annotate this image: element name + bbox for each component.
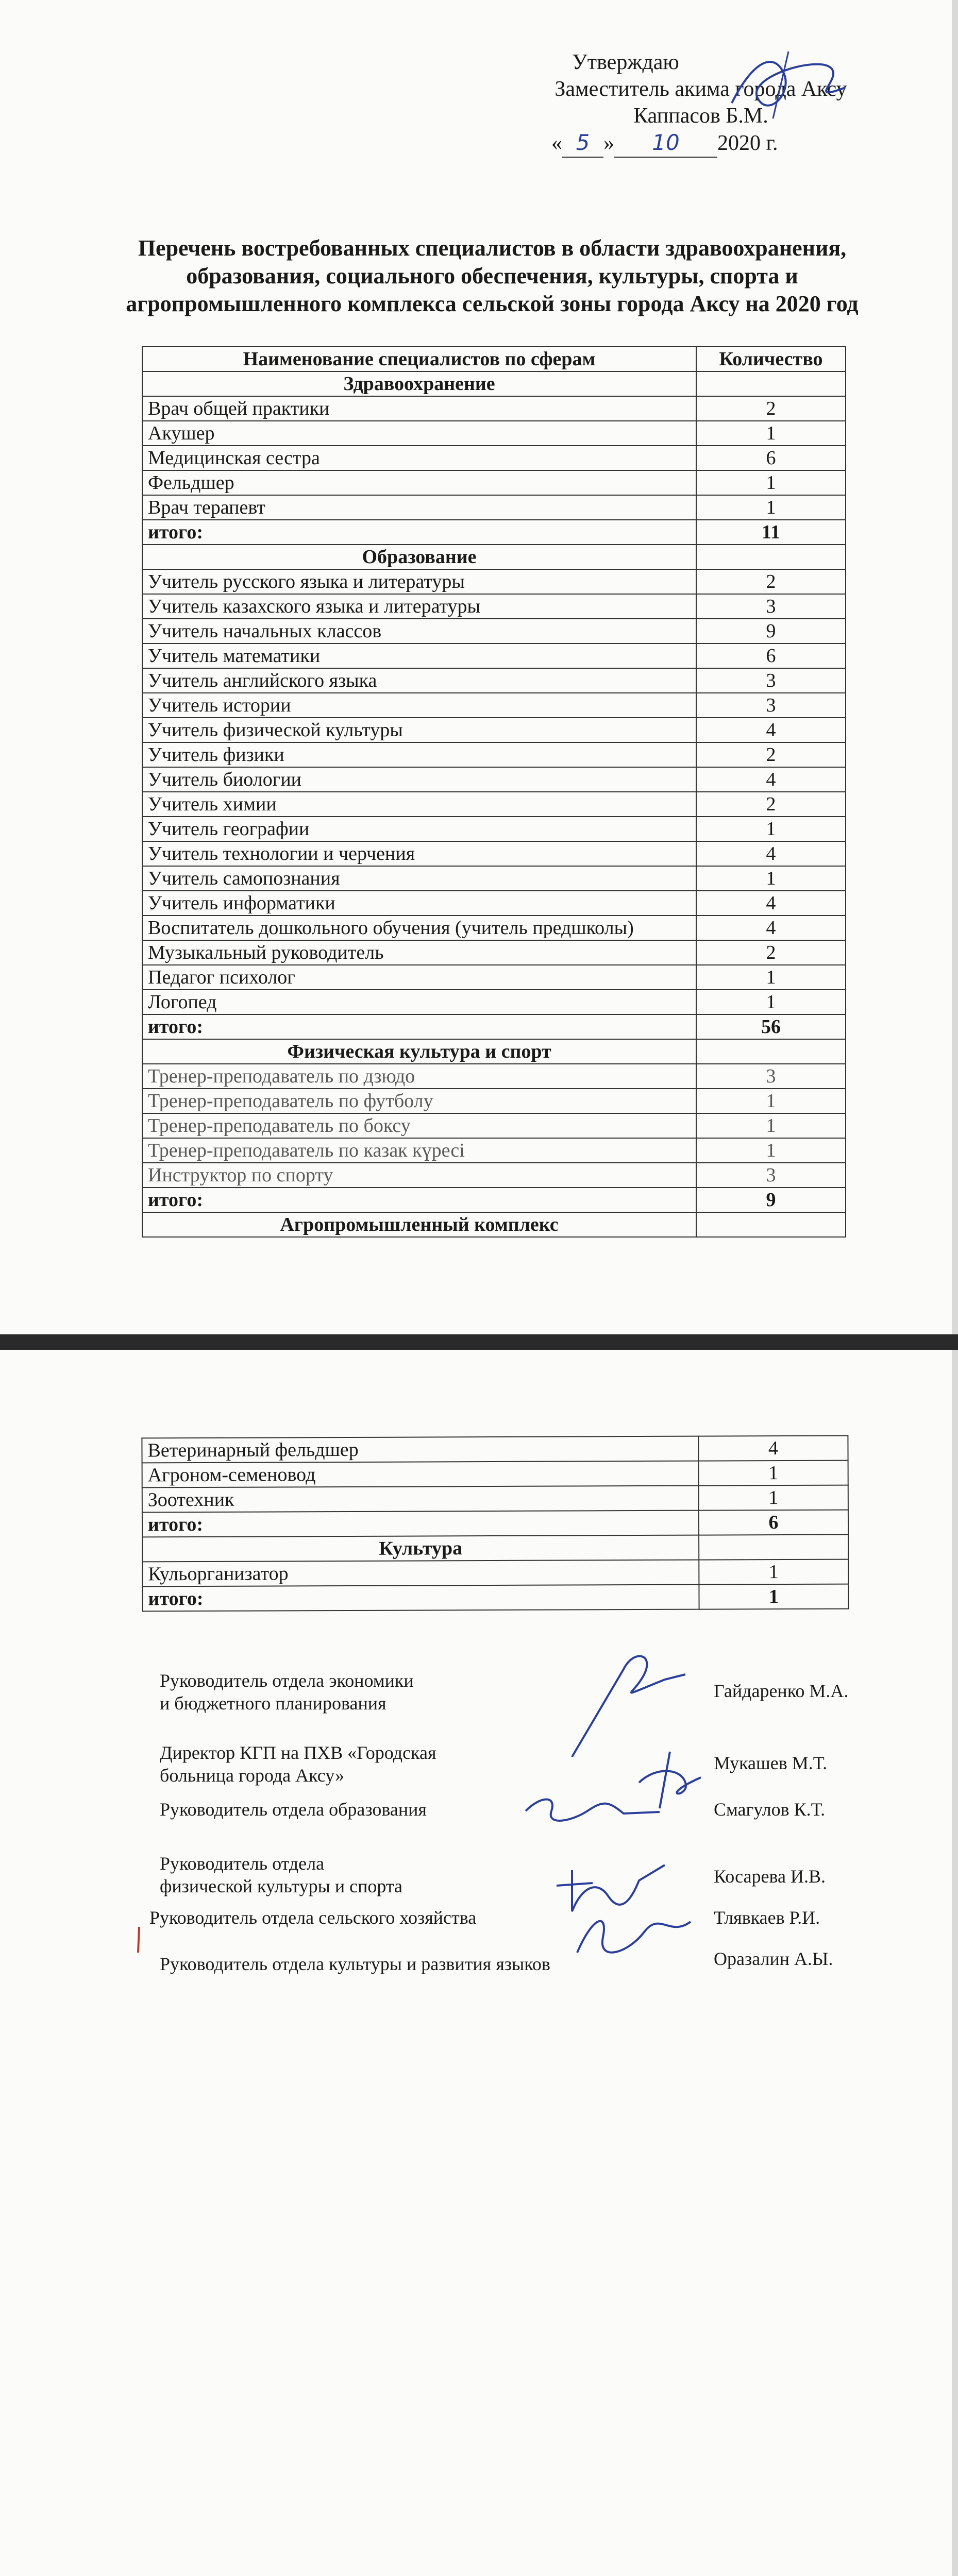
specialist-name: Учитель технологии и черчения <box>142 841 696 866</box>
specialist-name: Учитель математики <box>142 643 696 668</box>
table-row <box>142 1163 846 1188</box>
specialists-table <box>142 346 846 1238</box>
date-close-quote: » <box>603 131 614 155</box>
category-row <box>142 1212 846 1237</box>
total-count: 1 <box>699 1584 848 1609</box>
signature-entry <box>160 1741 436 1787</box>
table-header-row <box>142 347 846 371</box>
specialist-name: Учитель физики <box>142 742 696 767</box>
signatory-name: Мукашев М.Т. <box>714 1753 828 1773</box>
table-row <box>142 1113 846 1138</box>
signatory-name: Оразалин А.Ы. <box>714 1948 833 1969</box>
table-row <box>142 1138 846 1163</box>
category-name: Агропромышленный комплекс <box>142 1212 696 1237</box>
signatory-name: Косарева И.В. <box>714 1866 826 1887</box>
signature-tlyavkaev <box>572 1906 696 1963</box>
specialist-name: Тренер-преподаватель по футболу <box>142 1089 696 1113</box>
specialist-count: 3 <box>696 668 846 693</box>
specialist-name: Фельдшер <box>142 470 696 495</box>
specialist-name: Агроном-семеновод <box>142 1461 699 1488</box>
signature-gaidarenko <box>562 1638 696 1762</box>
title-line-1: Перечень востребованных специалистов в области здравоохранения, <box>138 235 847 261</box>
specialist-name: Ветеринарный фельдшер <box>142 1436 698 1463</box>
specialist-name: Кульорганизатор <box>142 1560 699 1587</box>
table-row <box>142 569 846 594</box>
specialist-name: Учитель казахского языка и литературы <box>142 594 696 619</box>
signatory-name: Тлявкаев Р.И. <box>714 1907 820 1928</box>
signatory-position-line: Директор КГП на ПХВ «Городская <box>160 1742 436 1763</box>
date-day: 5 <box>576 130 590 155</box>
specialist-count: 2 <box>696 742 846 767</box>
total-count: 6 <box>699 1510 848 1535</box>
table-row <box>142 891 846 916</box>
table-row <box>142 668 846 693</box>
date-year: 2020 г. <box>717 131 778 155</box>
date-month: 10 <box>652 130 680 155</box>
category-name: Физическая культура и спорт <box>142 1039 696 1064</box>
specialist-count: 3 <box>696 594 846 619</box>
specialist-count: 4 <box>696 767 846 792</box>
signatory-position-line: Руководитель отдела <box>160 1853 325 1874</box>
specialist-count: 1 <box>696 470 846 495</box>
specialist-name: Учитель истории <box>142 693 696 718</box>
specialist-count: 1 <box>696 1089 846 1113</box>
table-row <box>142 495 846 520</box>
signature-entry <box>160 1852 402 1897</box>
specialist-count: 9 <box>696 619 846 643</box>
table-row <box>142 446 846 470</box>
specialist-count: 2 <box>696 792 846 817</box>
total-label: итого: <box>142 520 696 545</box>
table-row <box>142 990 846 1014</box>
specialist-name: Врач общей практики <box>142 396 696 421</box>
specialist-name: Педагог психолог <box>142 965 696 990</box>
category-row <box>142 1039 846 1064</box>
signatory-position-line: и бюджетного планирования <box>160 1693 386 1714</box>
total-row <box>142 1014 846 1039</box>
table-row <box>142 841 846 866</box>
category-count-cell <box>696 1212 846 1237</box>
total-row <box>142 1584 848 1612</box>
specialist-name: Учитель географии <box>142 817 696 841</box>
specialist-name: Учитель информатики <box>142 891 696 916</box>
specialist-count: 3 <box>696 1163 846 1188</box>
specialist-count: 6 <box>696 446 846 470</box>
specialist-count: 4 <box>696 916 846 940</box>
approval-date <box>515 129 886 158</box>
approver-position: Заместитель акима города Аксу <box>554 77 847 101</box>
specialist-count: 6 <box>696 643 846 668</box>
approver-name: Каппасов Б.М. <box>633 104 768 128</box>
specialist-name: Учитель биологии <box>142 767 696 792</box>
specialist-count: 3 <box>696 1064 846 1089</box>
category-row <box>142 1535 848 1562</box>
specialist-count: 4 <box>696 841 846 866</box>
specialist-name: Учитель русского языка и литературы <box>142 569 696 594</box>
table-row <box>142 470 846 495</box>
total-label: итого: <box>142 1188 696 1212</box>
specialist-name: Учитель самопознания <box>142 866 696 891</box>
specialist-count: 1 <box>696 1138 846 1163</box>
specialist-name: Тренер-преподаватель по боксу <box>142 1113 696 1138</box>
specialist-name: Акушер <box>142 421 696 446</box>
table-row <box>142 792 846 817</box>
total-row <box>142 520 846 545</box>
table-row <box>142 767 846 792</box>
specialist-name: Зоотехник <box>142 1486 699 1513</box>
table-row <box>142 718 846 742</box>
specialist-name: Воспитатель дошкольного обучения (учитель предшколы) <box>142 916 696 940</box>
category-name: Образование <box>142 545 696 569</box>
signature-entry <box>160 1798 427 1821</box>
specialist-name: Музыкальный руководитель <box>142 940 696 965</box>
specialist-count: 1 <box>696 421 846 446</box>
specialist-count: 3 <box>696 693 846 718</box>
total-count: 11 <box>696 520 846 545</box>
red-mark <box>134 1924 144 1955</box>
specialist-count: 1 <box>696 990 846 1014</box>
table-row <box>142 940 846 965</box>
specialist-name: Врач терапевт <box>142 495 696 520</box>
table-row <box>142 1064 846 1089</box>
signatory-position-line: Руководитель отдела экономики <box>160 1670 414 1691</box>
category-count-cell <box>696 545 846 569</box>
table-row <box>142 693 846 718</box>
specialist-name: Инструктор по спорту <box>142 1163 696 1188</box>
specialist-name: Учитель английского языка <box>142 668 696 693</box>
document-title <box>119 234 866 318</box>
table-row <box>142 742 846 767</box>
approver-signature <box>711 41 866 129</box>
specialist-count: 1 <box>696 817 846 841</box>
approve-label: Утверждаю <box>572 50 679 74</box>
table-row <box>142 916 846 940</box>
specialist-count: 1 <box>696 965 846 990</box>
specialists-table-continued <box>141 1435 849 1612</box>
header-specialist-name: Наименование специалистов по сферам <box>142 347 696 371</box>
table-row <box>142 965 846 990</box>
total-label: итого: <box>142 1511 699 1537</box>
specialist-name: Медицинская сестра <box>142 446 696 470</box>
total-label: итого: <box>142 1014 696 1039</box>
category-row <box>142 545 846 569</box>
total-row <box>142 1188 846 1212</box>
table-row <box>142 396 846 421</box>
table-row <box>142 421 846 446</box>
total-count: 9 <box>696 1188 846 1212</box>
table-row <box>142 1485 848 1513</box>
signatory-position-line: Руководитель отдела образования <box>160 1799 427 1820</box>
table-row <box>142 1461 848 1488</box>
signatory-position-line: Руководитель отдела культуры и развития языков <box>160 1954 550 1974</box>
signature-entry <box>149 1906 476 1929</box>
category-count-cell <box>699 1535 848 1560</box>
specialist-count: 4 <box>696 718 846 742</box>
signatory-position-line: Руководитель отдела сельского хозяйства <box>149 1907 477 1928</box>
specialist-count: 4 <box>698 1436 848 1461</box>
table-row <box>142 619 846 643</box>
specialist-name: Тренер-преподаватель по дзюдо <box>142 1064 696 1089</box>
signature-smagulov <box>520 1790 665 1832</box>
table-row <box>142 817 846 841</box>
signatory-name: Смагулов К.Т. <box>714 1799 826 1820</box>
signatory-position-line: больница города Аксу» <box>160 1765 345 1786</box>
specialist-name: Тренер-преподаватель по казак күресі <box>142 1138 696 1163</box>
specialist-count: 1 <box>699 1560 848 1585</box>
title-line-2: образования, социального обеспечения, культуры, спорта и <box>186 263 798 289</box>
signature-entry <box>160 1669 414 1715</box>
date-open-quote: « <box>551 131 562 155</box>
table-row <box>142 643 846 668</box>
specialist-count: 1 <box>696 1113 846 1138</box>
specialist-count: 2 <box>696 396 846 421</box>
signatory-position-line: физической культуры и спорта <box>160 1876 403 1896</box>
specialist-name: Учитель физической культуры <box>142 718 696 742</box>
category-row <box>142 371 846 396</box>
title-line-3: агропромышленного комплекса сельской зоны города Аксу на 2020 год <box>126 291 859 316</box>
category-count-cell <box>696 371 846 396</box>
signatory-name: Гайдаренко М.А. <box>714 1681 849 1701</box>
table-row <box>142 1560 848 1587</box>
specialist-name: Учитель начальных классов <box>142 619 696 643</box>
category-name: Здравоохранение <box>142 371 696 396</box>
specialist-count: 1 <box>699 1461 848 1486</box>
table-row <box>142 866 846 891</box>
signature-entry <box>160 1953 550 1975</box>
specialist-name: Учитель химии <box>142 792 696 817</box>
specialist-count: 4 <box>696 891 846 916</box>
specialist-count: 2 <box>696 569 846 594</box>
total-row <box>142 1510 848 1537</box>
total-label: итого: <box>142 1585 699 1612</box>
total-count: 56 <box>696 1014 846 1039</box>
table-row <box>142 1436 848 1463</box>
header-count: Количество <box>696 347 846 371</box>
specialist-name: Логопед <box>142 990 696 1014</box>
specialist-count: 1 <box>696 866 846 891</box>
category-name: Культура <box>142 1535 699 1562</box>
specialist-count: 1 <box>699 1485 848 1511</box>
page-separator <box>0 1334 958 1350</box>
category-count-cell <box>696 1039 846 1064</box>
table-row <box>142 594 846 619</box>
table-row <box>142 1089 846 1113</box>
document-page-2 <box>0 1350 958 2576</box>
specialist-count: 2 <box>696 940 846 965</box>
specialist-count: 1 <box>696 495 846 520</box>
